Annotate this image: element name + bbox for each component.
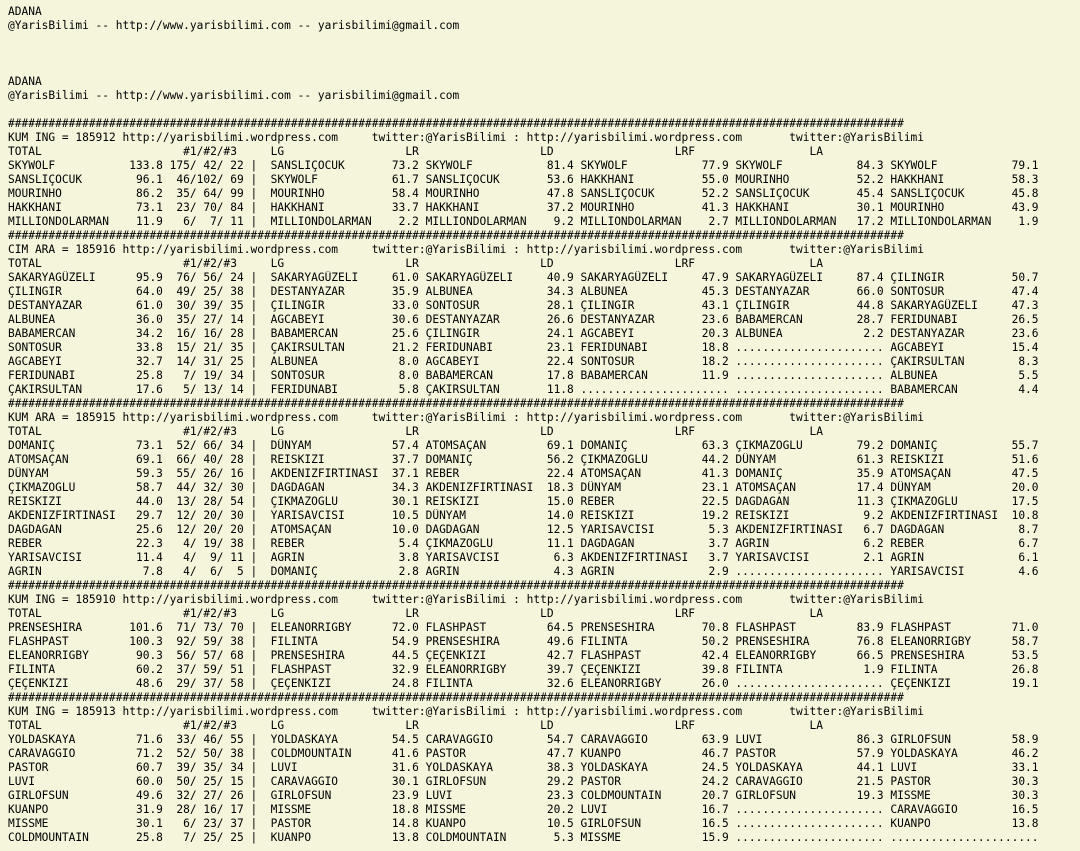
race-header: KUM ING = 185913 http://yarisbilimi.wordpress.com twitter:@YarisBilimi : http://yarisbilimi.wordpress.com twitter:@YarisBilimi [8,705,925,718]
column-header-row: TOTAL #1/#2/#3 LG LR LD LRF LA [8,607,823,620]
horse-row: MOURINHO 86.2 35/ 64/ 99 | MOURINHO 58.4 MOURINHO 47.8 SANSLIÇOCUK 52.2 SANSLIÇOCUK 45.4 SANSLIÇOCUK 45.8 [8,187,1039,200]
blank-line [8,47,1080,61]
blank-line [8,61,1080,75]
horse-row: PRENSESHIRA 101.6 71/ 73/ 70 | ELEANORRIGBY 72.0 FLASHPAST 64.5 PRENSESHIRA 70.8 FLASHPAST 83.9 FLASHPAST 71.0 [8,621,1039,634]
horse-row: ÇILINGIR 64.0 49/ 25/ 38 | DESTANYAZAR 35.9 ALBUNEA 34.3 ALBUNEA 45.3 DESTANYAZAR 66.0 SONTOSUR 47.4 [8,285,1039,298]
horse-row: BABAMERCAN 34.2 16/ 16/ 28 | BABAMERCAN 25.6 ÇILINGIR 24.1 AGCABEYI 20.3 ALBUNEA 2.2 DESTANYAZAR 23.6 [8,327,1039,340]
horse-row: DÜNYAM 59.3 55/ 26/ 16 | AKDENIZFIRTINASI 37.1 REBER 22.4 ATOMSAÇAN 41.3 DOMANIÇ 35.9 ATOMSAÇAN 47.5 [8,467,1039,480]
horse-row: AKDENIZFIRTINASI 29.7 12/ 20/ 30 | YARISAVCISI 10.5 DÜNYAM 14.0 REISKIZI 19.2 REISKIZI 9.2 AKDENIZFIRTINASI 10.8 [8,509,1039,522]
horse-row: GIRLOFSUN 49.6 32/ 27/ 26 | GIRLOFSUN 23.9 LUVI 23.3 COLDMOUNTAIN 20.7 GIRLOFSUN 19.3 MISSME 30.3 [8,789,1039,802]
column-header-row: TOTAL #1/#2/#3 LG LR LD LRF LA [8,719,823,732]
horse-row: SKYWOLF 133.8 175/ 42/ 22 | SANSLIÇOCUK 73.2 SKYWOLF 81.4 SKYWOLF 77.9 SKYWOLF 84.3 SKYWOLF 79.1 [8,159,1039,172]
horse-row: AGCABEYI 32.7 14/ 31/ 25 | ALBUNEA 8.0 AGCABEYI 22.4 SONTOSUR 18.2 ...................... ÇAKIRSULTAN 8.3 [8,355,1039,368]
race-header: KUM ING = 185912 http://yarisbilimi.wordpress.com twitter:@YarisBilimi : http://yarisbilimi.wordpress.com twitter:@YarisBilimi [8,131,925,144]
horse-row: FERIDUNABI 25.8 7/ 19/ 34 | SONTOSUR 8.0 BABAMERCAN 17.8 BABAMERCAN 11.9 ...................... ALBUNEA 5.5 [8,369,1039,382]
race-header: KUM ING = 185910 http://yarisbilimi.wordpress.com twitter:@YarisBilimi : http://yarisbilimi.wordpress.com twitter:@YarisBilimi [8,593,925,606]
section-divider: ##################################################################################################################################### [8,229,904,242]
horse-row: REISKIZI 44.0 13/ 28/ 54 | ÇIKMAZOGLU 30.1 REISKIZI 15.0 REBER 22.5 DAGDAGAN 11.3 ÇIKMAZOGLU 17.5 [8,495,1039,508]
column-header-row: TOTAL #1/#2/#3 LG LR LD LRF LA [8,257,823,270]
horse-row: MILLIONDOLARMAN 11.9 6/ 7/ 11 | MILLIONDOLARMAN 2.2 MILLIONDOLARMAN 9.2 MILLIONDOLARMAN 2.7 MILLIONDOLARMAN 17.2 MILLIONDOLARMAN 1.9 [8,215,1039,228]
horse-row: FILINTA 60.2 37/ 59/ 51 | FLASHPAST 32.9 ELEANORRIGBY 39.7 ÇEÇENKIZI 39.8 FILINTA 1.9 FILINTA 26.8 [8,663,1039,676]
section-divider: ##################################################################################################################################### [8,397,904,410]
horse-row: AGRIN 7.8 4/ 6/ 5 | DOMANIÇ 2.8 AGRIN 4.3 AGRIN 2.9 ...................... YARISAVCISI 4.6 [8,565,1039,578]
horse-row: KUANPO 31.9 28/ 16/ 17 | MISSME 18.8 MISSME 20.2 LUVI 16.7 ...................... CARAVAGGIO 16.5 [8,803,1039,816]
race-header: CIM ARA = 185916 http://yarisbilimi.wordpress.com twitter:@YarisBilimi : http://yarisbilimi.wordpress.com twitter:@YarisBilimi [8,243,925,256]
horse-row: ÇEÇENKIZI 48.6 29/ 37/ 58 | ÇEÇENKIZI 24.8 FILINTA 32.6 ELEANORRIGBY 26.0 ...................... ÇEÇENKIZI 19.1 [8,677,1039,690]
horse-row: ALBUNEA 36.0 35/ 27/ 14 | AGCABEYI 30.6 DESTANYAZAR 26.6 DESTANYAZAR 23.6 BABAMERCAN 28.7 FERIDUNABI 26.5 [8,313,1039,326]
horse-row: ELEANORRIGBY 90.3 56/ 57/ 68 | PRENSESHIRA 44.5 ÇEÇENKIZI 42.7 FLASHPAST 42.4 ELEANORRIGBY 66.5 PRENSESHIRA 53.5 [8,649,1039,662]
horse-row: SAKARYAGÜZELI 95.9 76/ 56/ 24 | SAKARYAGÜZELI 61.0 SAKARYAGÜZELI 40.9 SAKARYAGÜZELI 47.9 SAKARYAGÜZELI 87.4 ÇILINGIR 50.7 [8,271,1039,284]
horse-row: PASTOR 60.7 39/ 35/ 34 | LUVI 31.6 YOLDASKAYA 38.3 YOLDASKAYA 24.5 YOLDASKAYA 44.1 LUVI 33.1 [8,761,1039,774]
contact-line: @YarisBilimi -- http://www.yarisbilimi.com -- yarisbilimi@gmail.com [8,89,460,102]
horse-row: YOLDASKAYA 71.6 33/ 46/ 55 | YOLDASKAYA 54.5 CARAVAGGIO 54.7 CARAVAGGIO 63.9 LUVI 86.3 GIRLOFSUN 58.9 [8,733,1039,746]
horse-row: CARAVAGGIO 71.2 52/ 50/ 38 | COLDMOUNTAIN 41.6 PASTOR 47.7 KUANPO 46.7 PASTOR 57.9 YOLDASKAYA 46.2 [8,747,1039,760]
blank-line [8,33,1080,47]
horse-row: DESTANYAZAR 61.0 30/ 39/ 35 | ÇILINGIR 33.0 SONTOSUR 28.1 ÇILINGIR 43.1 ÇILINGIR 44.8 SAKARYAGÜZELI 47.3 [8,299,1039,312]
horse-row: HAKKHANI 73.1 23/ 70/ 84 | HAKKHANI 33.7 HAKKHANI 37.2 MOURINHO 41.3 HAKKHANI 30.1 MOURINHO 43.9 [8,201,1039,214]
horse-row: FLASHPAST 100.3 92/ 59/ 38 | FILINTA 54.9 PRENSESHIRA 49.6 FILINTA 50.2 PRENSESHIRA 76.8 ELEANORRIGBY 58.7 [8,635,1039,648]
horse-row: SONTOSUR 33.8 15/ 21/ 35 | ÇAKIRSULTAN 21.2 FERIDUNABI 23.1 FERIDUNABI 18.8 ...................... AGCABEYI 15.4 [8,341,1039,354]
horse-row: DOMANIÇ 73.1 52/ 66/ 34 | DÜNYAM 57.4 ATOMSAÇAN 69.1 DOMANIÇ 63.3 ÇIKMAZOGLU 79.2 DOMANIÇ 55.7 [8,439,1039,452]
column-header-row: TOTAL #1/#2/#3 LG LR LD LRF LA [8,145,823,158]
race-analysis-document [8,5,1080,845]
section-divider: ##################################################################################################################################### [8,117,904,130]
horse-row: ATOMSAÇAN 69.1 66/ 40/ 28 | REISKIZI 37.7 DOMANIÇ 56.2 ÇIKMAZOGLU 44.2 DÜNYAM 61.3 REISKIZI 51.6 [8,453,1039,466]
column-header-row: TOTAL #1/#2/#3 LG LR LD LRF LA [8,425,823,438]
horse-row: ÇAKIRSULTAN 17.6 5/ 13/ 14 | FERIDUNABI 5.8 ÇAKIRSULTAN 11.8 ...................... ...................... BABAMERCAN 4.4 [8,383,1039,396]
blank-line [8,103,1080,117]
horse-row: MISSME 30.1 6/ 23/ 37 | PASTOR 14.8 KUANPO 10.5 GIRLOFSUN 16.5 ...................... KUANPO 13.8 [8,817,1039,830]
city-title: ADANA [8,5,42,18]
contact-line: @YarisBilimi -- http://www.yarisbilimi.com -- yarisbilimi@gmail.com [8,19,460,32]
horse-row: LUVI 60.0 50/ 25/ 15 | CARAVAGGIO 30.1 GIRLOFSUN 29.2 PASTOR 24.2 CARAVAGGIO 21.5 PASTOR 30.3 [8,775,1039,788]
horse-row: DAGDAGAN 25.6 12/ 20/ 20 | ATOMSAÇAN 10.0 DAGDAGAN 12.5 YARISAVCISI 5.3 AKDENIZFIRTINASI 6.7 DAGDAGAN 8.7 [8,523,1039,536]
horse-row: COLDMOUNTAIN 25.8 7/ 25/ 25 | KUANPO 13.8 COLDMOUNTAIN 5.3 MISSME 15.9 ...................... ...................... [8,831,1039,844]
race-header: KUM ARA = 185915 http://yarisbilimi.wordpress.com twitter:@YarisBilimi : http://yarisbilimi.wordpress.com twitter:@YarisBilimi [8,411,925,424]
horse-row: SANSLIÇOCUK 96.1 46/102/ 69 | SKYWOLF 61.7 SANSLIÇOCUK 53.6 HAKKHANI 55.0 MOURINHO 52.2 HAKKHANI 58.3 [8,173,1039,186]
city-title: ADANA [8,75,42,88]
section-divider: ##################################################################################################################################### [8,579,904,592]
horse-row: ÇIKMAZOGLU 58.7 44/ 32/ 30 | DAGDAGAN 34.3 AKDENIZFIRTINASI 18.3 DÜNYAM 23.1 ATOMSAÇAN 17.4 DÜNYAM 20.0 [8,481,1039,494]
horse-row: YARISAVCISI 11.4 4/ 9/ 11 | AGRIN 3.8 YARISAVCISI 6.3 AKDENIZFIRTINASI 3.7 YARISAVCISI 2.1 AGRIN 6.1 [8,551,1039,564]
section-divider: ##################################################################################################################################### [8,691,904,704]
horse-row: REBER 22.3 4/ 19/ 38 | REBER 5.4 ÇIKMAZOGLU 11.1 DAGDAGAN 3.7 AGRIN 6.2 REBER 6.7 [8,537,1039,550]
